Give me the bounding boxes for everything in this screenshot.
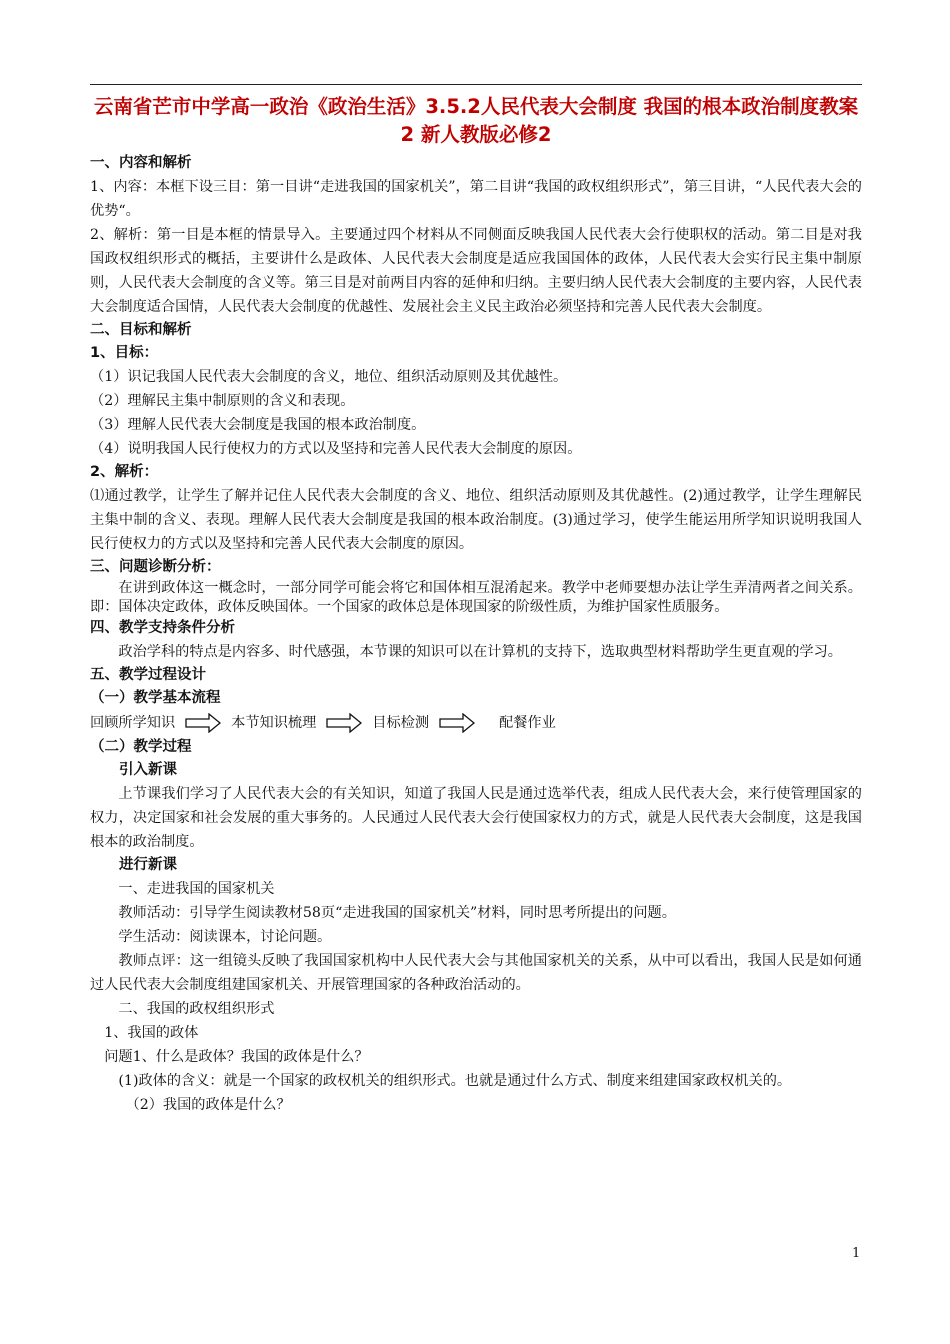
goal-item: （4）说明我国人民行使权力的方式以及坚持和完善人民代表大会制度的原因。	[90, 441, 582, 457]
flow-step: 回顾所学知识	[90, 715, 176, 731]
diagnosis-paragraph: 在讲到政体这一概念时，一部分同学可能会将它和国体相互混淆起来。教学中老师要想办法让学生弄清两者之间关系。即：国体决定政体，政体反映国体。一个国家的政体总是体现国家的阶级性质，为维护国家性质服务。	[90, 580, 862, 615]
page-number: 1	[852, 1246, 861, 1261]
part2-heading: 二、我国的政权组织形式	[118, 1001, 275, 1017]
section-heading-diagnosis: 三、问题诊断分析：	[90, 559, 221, 575]
content-paragraph: 1、内容：本框下设三目：第一目讲“走进我国的国家机关”，第二目讲“我国的政权组织形式”，第三目讲，“人民代表大会的优势“。	[90, 179, 862, 219]
section-heading-content: 一、内容和解析	[90, 155, 192, 171]
student-activity: 学生活动：阅读课本，讨论问题。	[118, 929, 332, 945]
header-rule	[90, 84, 862, 85]
section-heading-process: 五、教学过程设计	[90, 667, 206, 683]
answer-1: (1)政体的含义：就是一个国家的政权机关的组织形式。也就是通过什么方式、制度来组建国家政权机关的。	[118, 1073, 792, 1089]
intro-heading: 引入新课	[119, 762, 177, 778]
goal-analysis-paragraph: ⑴通过教学，让学生了解并记住人民代表大会制度的含义、地位、组织活动原则及其优越性。(2)通过教学，让学生理解民主集中制的含义、表现。理解人民代表大会制度是我国的根本政治制度。(3)通过学习，使学生能运用所学知识说明我国人民行使权力的方式以及坚持和完善人民代表大会制度的原因。	[90, 488, 862, 552]
support-paragraph: 政治学科的特点是内容多、时代感强，本节课的知识可以在计算机的支持下，选取典型材料帮助学生更直观的学习。	[118, 644, 842, 660]
right-arrow-icon	[439, 713, 475, 733]
flow-step: 目标检测	[372, 715, 430, 731]
right-arrow-icon	[185, 713, 221, 733]
goal-item: （2）理解民主集中制原则的含义和表现。	[90, 393, 355, 409]
answer-2: （2）我国的政体是什么？	[125, 1097, 291, 1113]
document-page	[90, 84, 862, 1117]
goal-item: （3）理解人民代表大会制度是我国的根本政治制度。	[90, 417, 426, 433]
goal-subheading: 1、目标：	[90, 345, 159, 361]
sub1-heading: 1、我国的政体	[104, 1025, 199, 1041]
section-heading-support: 四、教学支持条件分析	[90, 620, 235, 636]
right-arrow-icon	[326, 713, 362, 733]
process-subheading: （二）教学过程	[90, 739, 192, 755]
section-heading-goals: 二、目标和解析	[90, 322, 192, 338]
new-lesson-heading: 进行新课	[119, 857, 177, 873]
teacher-comment: 教师点评：这一组镜头反映了我国国家机构中人民代表大会与其他国家机关的关系，从中可以看出，我国人民是如何通过人民代表大会制度组建国家机关、开展管理国家的各种政治活动的。	[90, 953, 862, 993]
analysis-paragraph: 2、解析：第一目是本框的情景导入。主要通过四个材料从不同侧面反映我国人民代表大会行使职权的活动。第二目是对我国政权组织形式的概括，主要讲什么是政体、人民代表大会制度是适应我国国体的政体，人民代表大会实行民主集中制原则，人民代表大会制度的含义等。第三目是对前两目内容的延伸和归纳。主要归纳人民代表大会制度的主要内容，人民代表大会制度适合国情，人民代表大会制度的优越性、发展社会主义民主政治必须坚持和完善人民代表大会制度。	[90, 227, 862, 315]
document-title: 云南省芒市中学高一政治《政治生活》3.5.2人民代表大会制度 我国的根本政治制度教案2 新人教版必修2	[93, 95, 859, 146]
goal-item: （1）识记我国人民代表大会制度的含义，地位、组织活动原则及其优越性。	[90, 369, 568, 385]
flow-step: 配餐作业	[499, 715, 556, 731]
goal-analysis-subheading: 2、解析：	[90, 464, 159, 480]
teacher-activity: 教师活动：引导学生阅读教材58页“走进我国的国家机关”材料，同时思考所提出的问题。	[118, 905, 676, 921]
teaching-flow	[90, 710, 862, 736]
question-1: 问题1、什么是政体？我国的政体是什么？	[104, 1049, 369, 1065]
intro-paragraph: 上节课我们学习了人民代表大会的有关知识，知道了我国人民是通过选举代表，组成人民代表大会，来行使管理国家的权力，决定国家和社会发展的重大事务的。人民通过人民代表大会行使国家权力的方式，就是人民代表大会制度，这是我国根本的政治制度。	[90, 786, 862, 850]
part1-heading: 一、走进我国的国家机关	[118, 881, 275, 897]
flow-step: 本节知识梳理	[231, 715, 317, 731]
flow-subheading: （一）教学基本流程	[90, 690, 221, 706]
